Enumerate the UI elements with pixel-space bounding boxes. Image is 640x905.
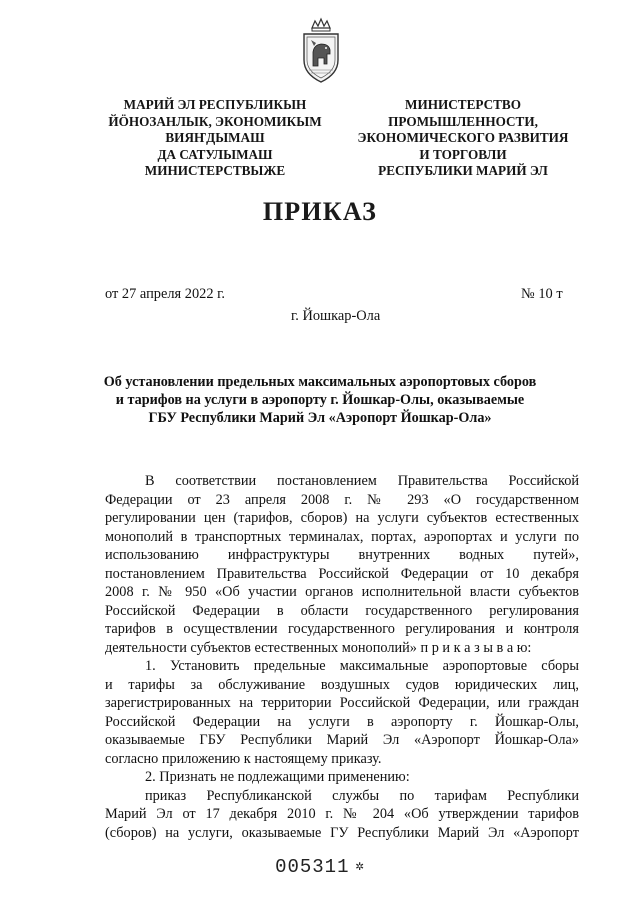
header-left-line: МИНИСТЕРСТВЫЖЕ (144, 163, 286, 179)
body-line: (сборов) на услуги, оказываемые ГУ Республики Марий Эл «Аэропорт (105, 824, 579, 841)
body-line: Федерации от 23 апреля 2008 г. № 293 «О государственном (105, 491, 579, 508)
header-right-line: И ТОРГОВЛИ (419, 146, 507, 162)
order-date: от 27 апреля 2022 г. (105, 286, 226, 302)
header-right-line: ЭКОНОМИЧЕСКОГО РАЗВИТИЯ (357, 130, 569, 146)
body-line: 2. Признать не подлежащими применению: (145, 769, 410, 785)
order-body (105, 472, 579, 842)
subject-line: ГБУ Республики Марий Эл «Аэропорт Йошкар-Ола» (148, 410, 492, 427)
header-left-line: ВИЯҤДЫМАШ (165, 130, 265, 146)
body-line: Российской Федерации в области государственного регулирования (105, 602, 579, 619)
document-title: ПРИКАЗ (262, 197, 378, 226)
body-line: зарегистрированных на территории Российской Федерации, или граждан (105, 695, 579, 711)
serial-code: 005311 (275, 856, 350, 878)
body-line: постановлением Правительства Российской Федерации от 10 декабря (105, 565, 579, 582)
body-line: 1. Установить предельные максимальные аэропортовые сборы (145, 658, 579, 674)
header-right-line: ПРОМЫШЛЕННОСТИ, (388, 113, 538, 129)
header-left-line: ДА САТУЛЫМАШ (157, 146, 273, 162)
subject-line: Об установлении предельных максимальных аэропортовых сборов (103, 374, 537, 390)
body-line: 2008 г. № 950 «Об участии органов исполнительной власти субъектов (105, 584, 579, 600)
body-line: монополий в транспортных терминалах, портах, аэропортах и услуги по (105, 528, 579, 545)
body-line: использованию инфраструктуры внутренних водных путей», (105, 547, 579, 563)
body-line: согласно приложению к настоящему приказу. (105, 750, 382, 767)
form-serial-number (0, 856, 640, 878)
header-right-line: МИНИСТЕРСТВО (405, 97, 521, 112)
body-line: деятельности субъектов естественных монополий» п р и к а з ы в а ю: (105, 639, 532, 656)
asterisk-mark-icon: ✲ (355, 859, 365, 875)
header-left-line: МАРИЙ ЭЛ РЕСПУБЛИКЫН (123, 97, 307, 112)
body-line: и тарифы за обслуживание воздушных судов юридических лиц, (105, 676, 579, 693)
body-line: Российской Федерации на услуги в аэропорту г. Йошкар-Олы, (105, 713, 579, 730)
order-subject (90, 373, 550, 428)
coat-of-arms-icon (299, 16, 343, 86)
body-line: оказываемые ГБУ Республики Марий Эл «Аэропорт Йошкар-Ола» (105, 732, 579, 748)
header-left-bilingual (84, 97, 346, 180)
body-line: тарифов в осуществлении государственного регулирования и контроля (105, 621, 579, 637)
order-city: г. Йошкар-Ола (291, 308, 381, 324)
header-right-ministry (332, 97, 594, 180)
body-line: регулировании цен (тарифов, сборов) на услуги субъектов естественных (105, 510, 579, 526)
order-number: № 10 т (521, 286, 563, 302)
body-line: приказ Республиканской службы по тарифам Республики (145, 787, 579, 804)
header-right-line: РЕСПУБЛИКИ МАРИЙ ЭЛ (378, 163, 548, 179)
subject-line: и тарифов на услуги в аэропорту г. Йошкар-Олы, оказываемые (115, 392, 525, 409)
header-left-line: ЙӦНОЗАНЛЫК, ЭКОНОМИКЫМ (108, 113, 322, 129)
body-line: Марий Эл от 17 декабря 2010 г. № 204 «Об утверждении тарифов (105, 806, 579, 822)
body-line: В соответствии постановлением Правительства Российской (145, 473, 579, 489)
